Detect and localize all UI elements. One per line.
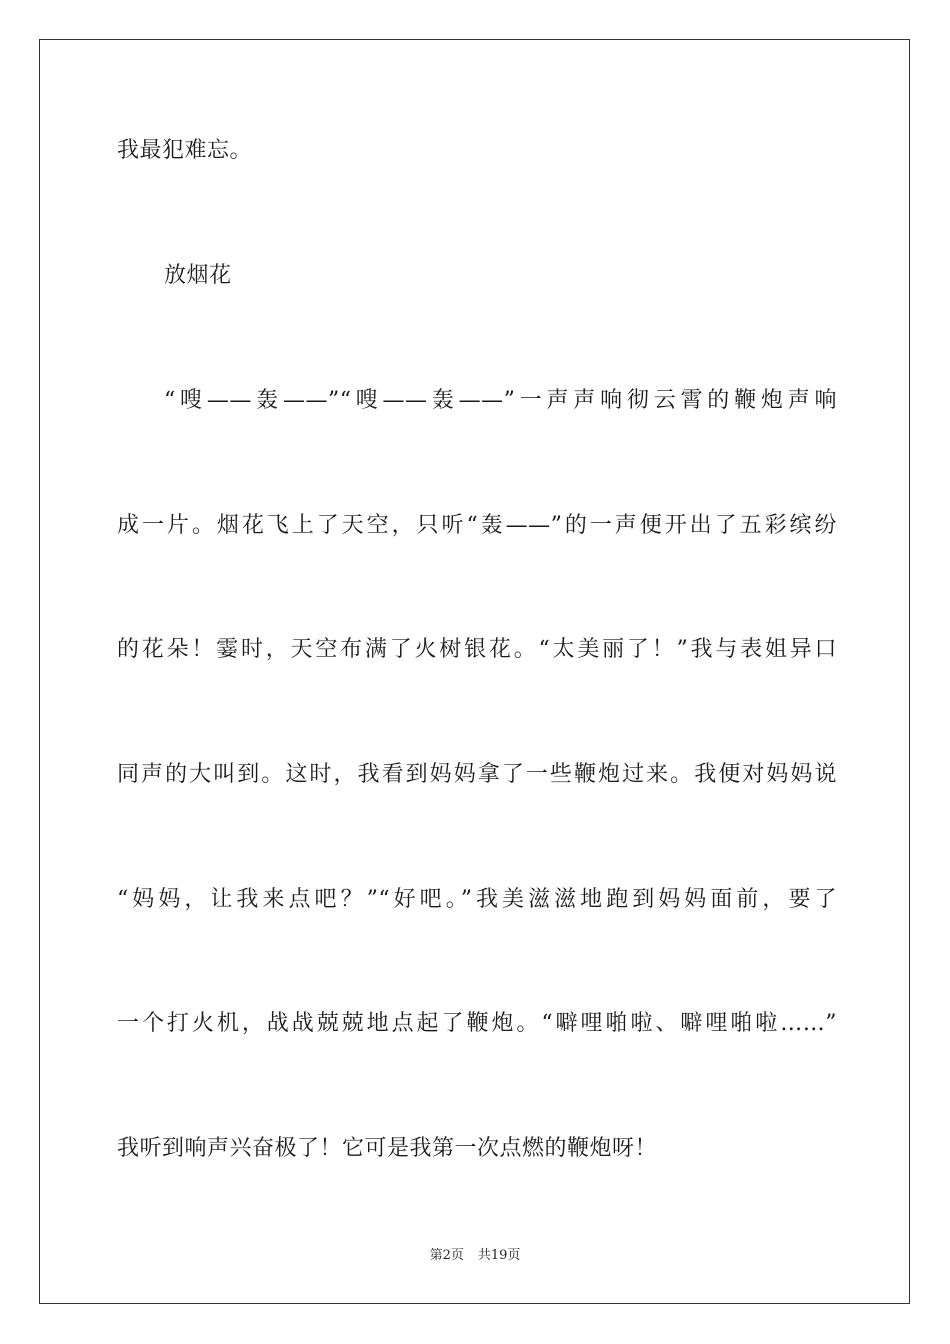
text-line-7: “妈妈，让我来点吧？”“好吧。”我美滋滋地跑到妈妈面前，要了: [117, 887, 837, 912]
page-number: 第2页: [429, 1248, 464, 1263]
text-line-6: 同声的大叫到。这时，我看到妈妈拿了一些鞭炮过来。我便对妈妈说: [117, 762, 837, 787]
page-total: 共19页: [477, 1248, 521, 1263]
section-heading: 放烟花: [164, 263, 232, 288]
text-line-4: 成一片。烟花飞上了天空，只听“轰——”的一声便开出了五彩缤纷: [117, 513, 837, 538]
text-line-3: “嗖——轰——”“嗖——轰——”一声声响彻云霄的鞭炮声响: [164, 388, 837, 413]
text-line-9: 我听到响声兴奋极了！它可是我第一次点燃的鞭炮呀！: [117, 1136, 658, 1161]
text-line-5: 的花朵！霎时，天空布满了火树银花。“太美丽了！”我与表姐异口: [117, 637, 837, 662]
page-frame: [39, 39, 910, 1304]
text-line-8: 一个打火机，战战兢兢地点起了鞭炮。“噼哩啪啦、噼哩啪啦……”: [117, 1011, 837, 1036]
text-line-1: 我最犯难忘。: [117, 138, 253, 163]
page-footer: [0, 1247, 950, 1265]
